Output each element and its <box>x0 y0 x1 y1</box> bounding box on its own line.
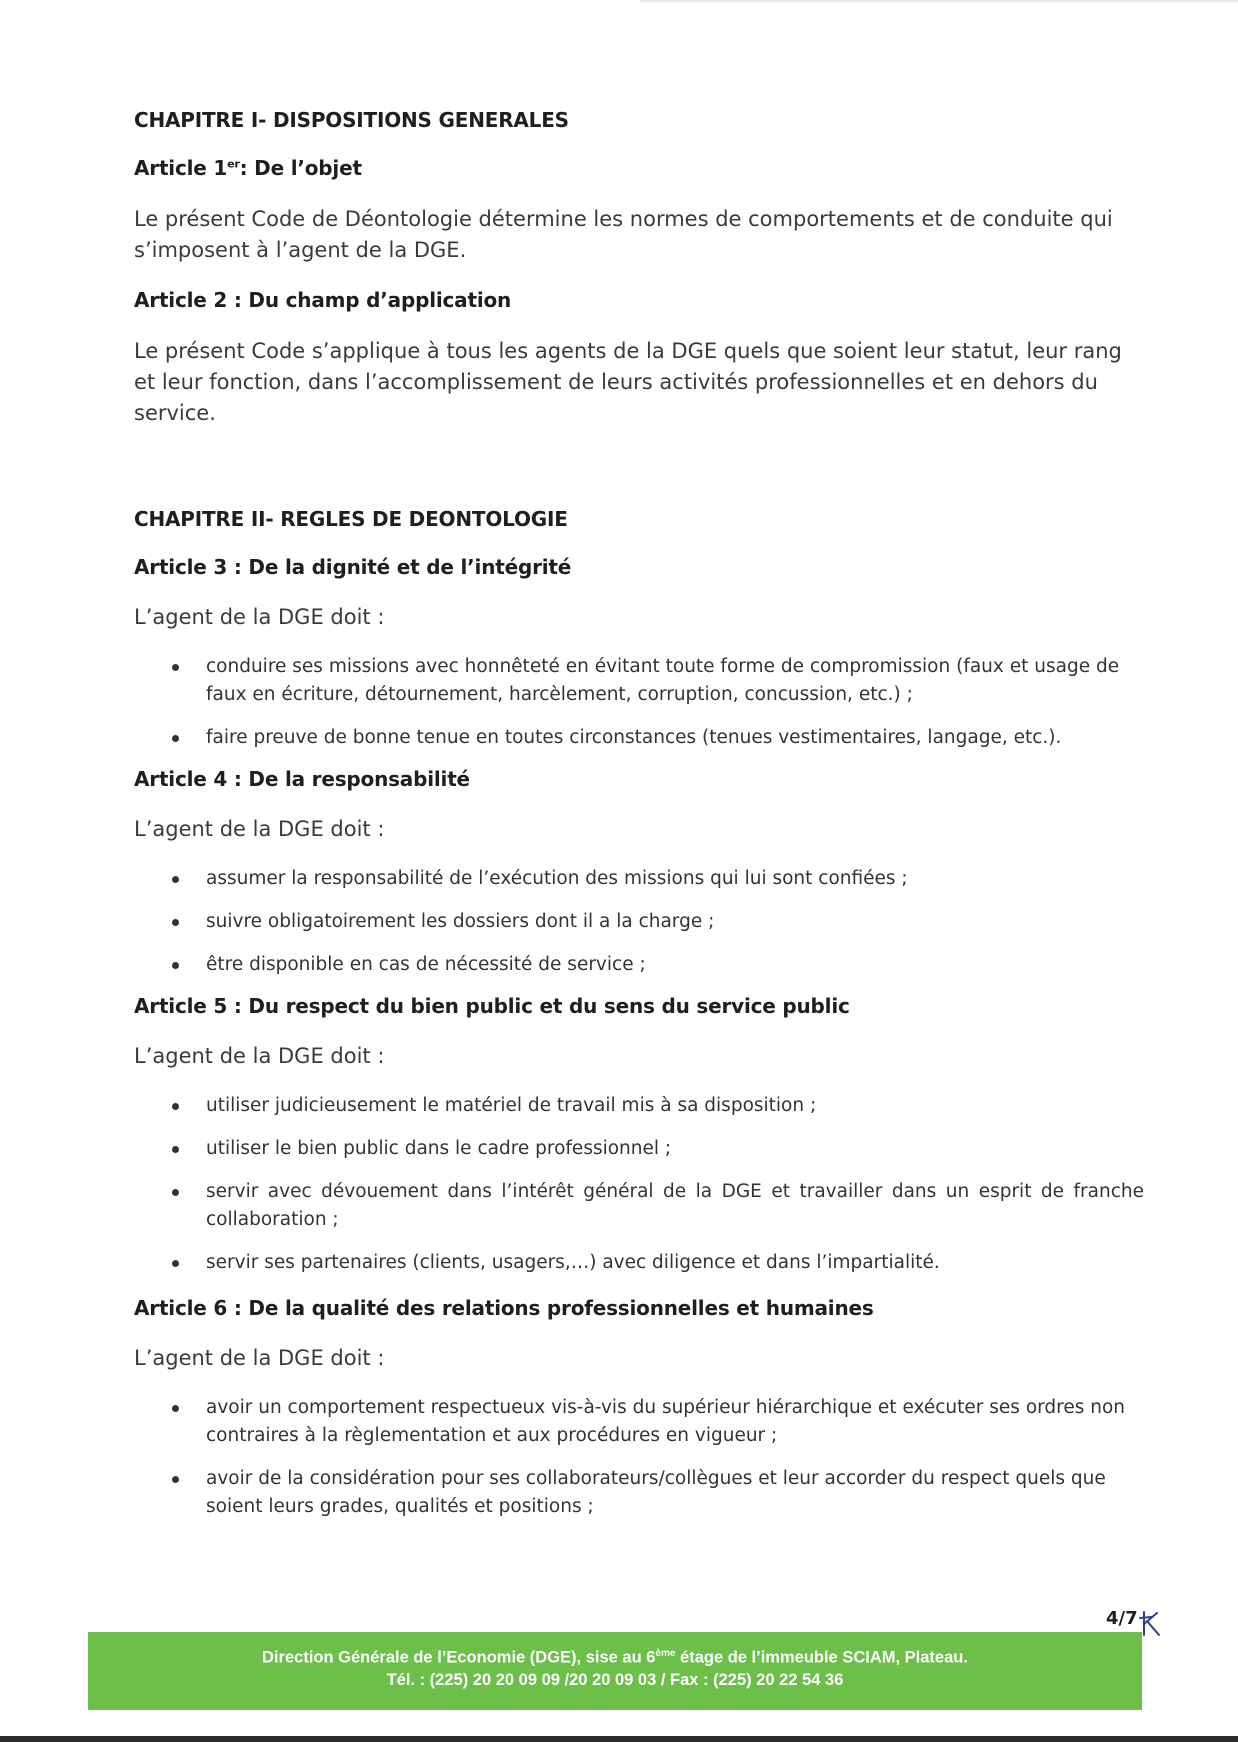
list-item <box>134 724 1144 752</box>
list-item <box>134 1135 1144 1163</box>
bullet-icon <box>172 735 179 742</box>
article-2-title: Article 2 : Du champ d’application <box>134 288 512 312</box>
footer-floor-superscript: ème <box>655 1648 676 1659</box>
list-item-text: utiliser le bien public dans le cadre professionnel ; <box>206 1138 672 1159</box>
bullet-icon <box>172 1103 179 1110</box>
article-3-title: Article 3 : De la dignité et de l’intégrité <box>134 555 572 579</box>
bullet-icon <box>172 919 179 926</box>
list-item-text: suivre obligatoirement les dossiers dont il a la charge ; <box>206 911 715 932</box>
bullet-icon <box>172 962 179 969</box>
list-item <box>134 1394 1144 1450</box>
bullet-icon <box>172 1476 179 1483</box>
article-4-title: Article 4 : De la responsabilité <box>134 767 470 791</box>
list-item <box>134 908 1144 936</box>
list-item-text: assumer la responsabilité de l’exécution des missions qui lui sont confiées ; <box>206 868 908 889</box>
list-item <box>134 1249 1144 1277</box>
article-5-list <box>134 1092 1144 1277</box>
article-2-text: Le présent Code s’applique à tous les agents de la DGE quels que soient leur statut, leur rang et leur fonction, dans l’accomplissement de leurs activités professionnelles et en dehors du service. <box>134 339 1122 425</box>
list-item-text: avoir un comportement respectueux vis-à-vis du supérieur hiérarchique et exécuter ses ordres non contraires à la règlementation et aux procédures en vigueur ; <box>206 1397 1126 1446</box>
bullet-icon <box>172 876 179 883</box>
article-3-list <box>134 653 1144 752</box>
article-3-lead: L’agent de la DGE doit : <box>134 605 385 629</box>
list-item <box>134 865 1144 893</box>
scan-bottom-edge <box>0 1736 1238 1742</box>
list-item <box>134 653 1144 709</box>
list-item-text: faire preuve de bonne tenue en toutes circonstances (tenues vestimentaires, langage, etc.). <box>206 727 1062 748</box>
footer-banner <box>88 1632 1142 1710</box>
article-1-prefix: Article 1 <box>134 156 228 180</box>
list-item-text: servir avec dévouement dans l’intérêt général de la DGE et travailler dans un esprit de franche collaboration ; <box>206 1181 1144 1230</box>
bullet-icon <box>172 1146 179 1153</box>
list-item <box>134 951 1144 979</box>
list-item-text: avoir de la considération pour ses collaborateurs/collègues et leur accorder du respect quels que soient leurs grades, qualités et positions ; <box>206 1468 1106 1517</box>
list-item <box>134 1092 1144 1120</box>
article-4-list <box>134 865 1144 979</box>
article-1-suffix: : De l’objet <box>239 156 362 180</box>
page-number: 4/7 <box>1106 1608 1138 1629</box>
list-item <box>134 1465 1144 1521</box>
bullet-icon <box>172 664 179 671</box>
footer-address <box>88 1648 1142 1668</box>
chapter-2-title: CHAPITRE II- REGLES DE DEONTOLOGIE <box>134 507 568 531</box>
article-1-text: Le présent Code de Déontologie détermine les normes de comportements et de conduite qui s’imposent à l’agent de la DGE. <box>134 207 1113 262</box>
bullet-icon <box>172 1405 179 1412</box>
article-6-lead: L’agent de la DGE doit : <box>134 1346 385 1370</box>
footer-contact: Tél. : (225) 20 20 09 09 /20 20 09 03 / Fax : (225) 20 22 54 36 <box>386 1670 844 1689</box>
list-item-text: être disponible en cas de nécessité de service ; <box>206 954 646 975</box>
article-6-title: Article 6 : De la qualité des relations professionnelles et humaines <box>134 1296 874 1320</box>
list-item <box>134 1178 1144 1234</box>
article-5-lead: L’agent de la DGE doit : <box>134 1044 385 1068</box>
list-item-text: conduire ses missions avec honnêteté en évitant toute forme de compromission (faux et usage de faux en écriture, détournement, harcèlement, corruption, concussion, etc.) ; <box>206 656 1120 705</box>
article-6-list <box>134 1394 1144 1521</box>
bullet-icon <box>172 1260 179 1267</box>
article-5-title: Article 5 : Du respect du bien public et du sens du service public <box>134 994 850 1018</box>
article-1-title <box>134 156 1144 180</box>
article-4-lead: L’agent de la DGE doit : <box>134 817 385 841</box>
scan-top-edge <box>640 0 1238 2</box>
list-item-text: servir ses partenaires (clients, usagers,…) avec diligence et dans l’impartialité. <box>206 1252 940 1273</box>
list-item-text: utiliser judicieusement le matériel de travail mis à sa disposition ; <box>206 1095 817 1116</box>
bullet-icon <box>172 1189 179 1196</box>
footer-address-part2: étage de l’immeuble SCIAM, Plateau. <box>675 1648 968 1667</box>
document-body <box>134 108 1144 1536</box>
footer-address-part1: Direction Générale de l’Economie (DGE), sise au 6 <box>262 1648 656 1667</box>
chapter-1-title: CHAPITRE I- DISPOSITIONS GENERALES <box>134 108 569 132</box>
article-1-superscript: er <box>227 157 240 171</box>
